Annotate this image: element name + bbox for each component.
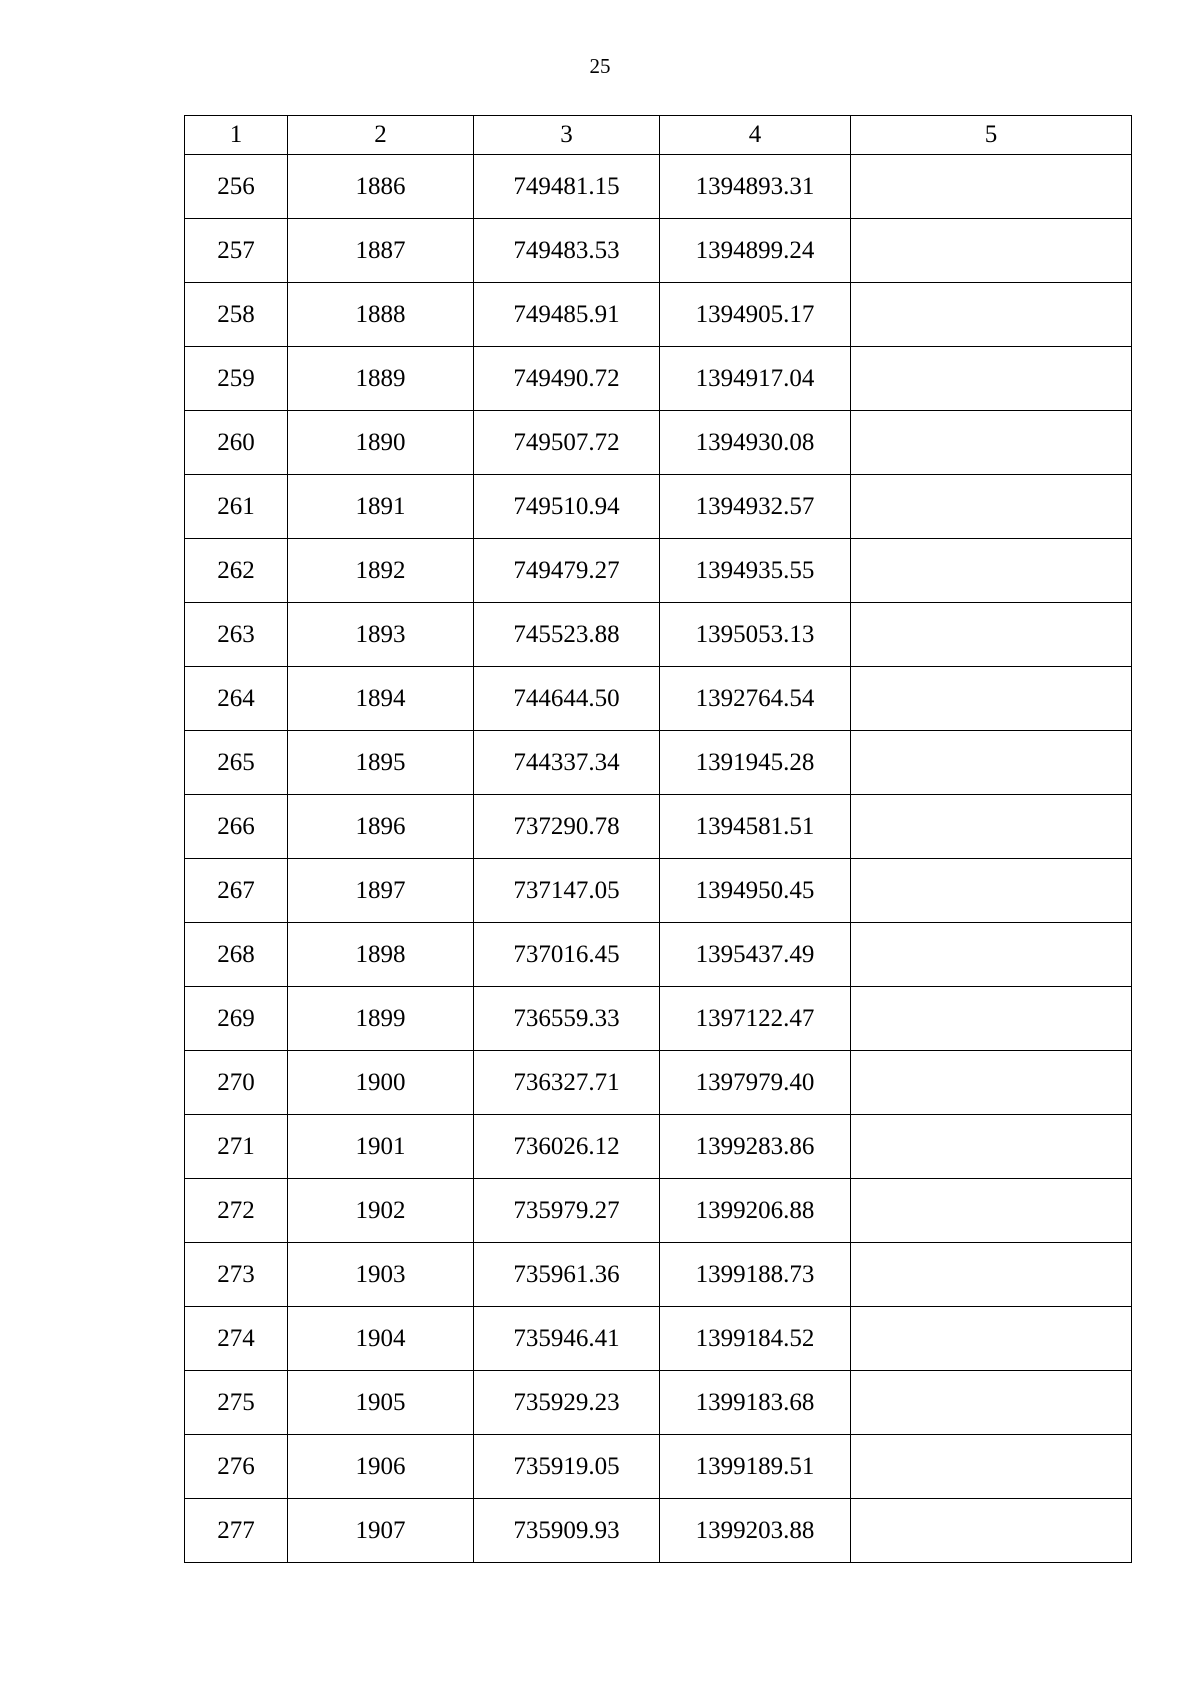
page-number: 25 — [589, 54, 611, 78]
table-row — [185, 987, 1132, 1051]
table-row — [185, 347, 1132, 411]
table-cell-col-3: 735946.41 — [474, 1307, 660, 1371]
table-header — [185, 116, 1132, 155]
table-row — [185, 603, 1132, 667]
table-cell-col-5 — [851, 155, 1132, 219]
table-cell-col-2: 1903 — [288, 1243, 474, 1307]
table-cell-col-3: 736026.12 — [474, 1115, 660, 1179]
table-cell-col-5 — [851, 1115, 1132, 1179]
table-cell-col-4: 1399188.73 — [660, 1243, 851, 1307]
table-cell-col-1: 257 — [185, 219, 288, 283]
table-cell-col-2: 1890 — [288, 411, 474, 475]
table-cell-col-1: 259 — [185, 347, 288, 411]
table-row — [185, 1179, 1132, 1243]
table-cell-col-3: 735909.93 — [474, 1499, 660, 1563]
table-cell-col-4: 1394905.17 — [660, 283, 851, 347]
table-cell-col-2: 1888 — [288, 283, 474, 347]
table-row — [185, 539, 1132, 603]
table-cell-col-1: 277 — [185, 1499, 288, 1563]
table-row — [185, 475, 1132, 539]
column-header-3: 3 — [474, 116, 660, 155]
table-cell-col-4: 1399189.51 — [660, 1435, 851, 1499]
column-header-1: 1 — [185, 116, 288, 155]
table-cell-col-1: 276 — [185, 1435, 288, 1499]
table-cell-col-1: 272 — [185, 1179, 288, 1243]
table-cell-col-1: 264 — [185, 667, 288, 731]
table-cell-col-3: 735919.05 — [474, 1435, 660, 1499]
table-cell-col-1: 273 — [185, 1243, 288, 1307]
table-row — [185, 1435, 1132, 1499]
table-cell-col-4: 1399184.52 — [660, 1307, 851, 1371]
table-cell-col-2: 1893 — [288, 603, 474, 667]
table-cell-col-2: 1902 — [288, 1179, 474, 1243]
table-cell-col-5 — [851, 219, 1132, 283]
table-cell-col-4: 1394899.24 — [660, 219, 851, 283]
table-cell-col-5 — [851, 1243, 1132, 1307]
table-cell-col-5 — [851, 987, 1132, 1051]
table-cell-col-5 — [851, 1307, 1132, 1371]
table-cell-col-3: 744644.50 — [474, 667, 660, 731]
table-cell-col-3: 749481.15 — [474, 155, 660, 219]
table-cell-col-2: 1886 — [288, 155, 474, 219]
table-cell-col-3: 737147.05 — [474, 859, 660, 923]
table-cell-col-2: 1900 — [288, 1051, 474, 1115]
table-cell-col-2: 1887 — [288, 219, 474, 283]
table-cell-col-4: 1397122.47 — [660, 987, 851, 1051]
table-cell-col-5 — [851, 923, 1132, 987]
table-cell-col-5 — [851, 1371, 1132, 1435]
table-cell-col-5 — [851, 859, 1132, 923]
table-row — [185, 795, 1132, 859]
table-cell-col-1: 265 — [185, 731, 288, 795]
table-cell-col-2: 1901 — [288, 1115, 474, 1179]
table-row — [185, 923, 1132, 987]
table-cell-col-4: 1395437.49 — [660, 923, 851, 987]
table-cell-col-3: 744337.34 — [474, 731, 660, 795]
table-cell-col-1: 262 — [185, 539, 288, 603]
table-cell-col-1: 263 — [185, 603, 288, 667]
table-cell-col-1: 258 — [185, 283, 288, 347]
table-row — [185, 411, 1132, 475]
table-cell-col-4: 1391945.28 — [660, 731, 851, 795]
table-cell-col-4: 1394935.55 — [660, 539, 851, 603]
table-cell-col-1: 268 — [185, 923, 288, 987]
table-row — [185, 859, 1132, 923]
table-cell-col-1: 275 — [185, 1371, 288, 1435]
table-row — [185, 1307, 1132, 1371]
table-cell-col-5 — [851, 411, 1132, 475]
table-header-row — [185, 116, 1132, 155]
table-cell-col-2: 1898 — [288, 923, 474, 987]
table-cell-col-2: 1899 — [288, 987, 474, 1051]
table-cell-col-3: 749483.53 — [474, 219, 660, 283]
table-cell-col-1: 261 — [185, 475, 288, 539]
table-cell-col-2: 1906 — [288, 1435, 474, 1499]
table-cell-col-4: 1397979.40 — [660, 1051, 851, 1115]
table-cell-col-5 — [851, 283, 1132, 347]
table-cell-col-1: 274 — [185, 1307, 288, 1371]
table-cell-col-3: 737290.78 — [474, 795, 660, 859]
table-cell-col-3: 736327.71 — [474, 1051, 660, 1115]
table-cell-col-2: 1897 — [288, 859, 474, 923]
table-cell-col-5 — [851, 603, 1132, 667]
table-row — [185, 1051, 1132, 1115]
table-cell-col-3: 749479.27 — [474, 539, 660, 603]
table-cell-col-5 — [851, 731, 1132, 795]
table-cell-col-4: 1394950.45 — [660, 859, 851, 923]
table-body — [185, 155, 1132, 1563]
table-row — [185, 1243, 1132, 1307]
table-cell-col-3: 735979.27 — [474, 1179, 660, 1243]
table-row — [185, 1499, 1132, 1563]
table-cell-col-1: 260 — [185, 411, 288, 475]
table-cell-col-3: 745523.88 — [474, 603, 660, 667]
table-cell-col-4: 1394932.57 — [660, 475, 851, 539]
table-cell-col-1: 270 — [185, 1051, 288, 1115]
table-cell-col-4: 1399183.68 — [660, 1371, 851, 1435]
table-cell-col-3: 749490.72 — [474, 347, 660, 411]
table-cell-col-4: 1392764.54 — [660, 667, 851, 731]
table-row — [185, 1371, 1132, 1435]
table-row — [185, 155, 1132, 219]
table-cell-col-1: 266 — [185, 795, 288, 859]
table-cell-col-1: 267 — [185, 859, 288, 923]
table-cell-col-4: 1394917.04 — [660, 347, 851, 411]
table-cell-col-1: 256 — [185, 155, 288, 219]
table-cell-col-5 — [851, 795, 1132, 859]
table-cell-col-5 — [851, 347, 1132, 411]
table-cell-col-2: 1892 — [288, 539, 474, 603]
coordinates-table — [184, 115, 1132, 1563]
table-cell-col-2: 1889 — [288, 347, 474, 411]
table-cell-col-2: 1895 — [288, 731, 474, 795]
table-row — [185, 731, 1132, 795]
table-row — [185, 1115, 1132, 1179]
table-cell-col-4: 1399206.88 — [660, 1179, 851, 1243]
table-cell-col-2: 1905 — [288, 1371, 474, 1435]
table-cell-col-4: 1394930.08 — [660, 411, 851, 475]
table-cell-col-3: 749485.91 — [474, 283, 660, 347]
table-row — [185, 667, 1132, 731]
table-cell-col-4: 1395053.13 — [660, 603, 851, 667]
column-header-2: 2 — [288, 116, 474, 155]
table-cell-col-2: 1894 — [288, 667, 474, 731]
table-cell-col-5 — [851, 539, 1132, 603]
table-cell-col-5 — [851, 1435, 1132, 1499]
column-header-5: 5 — [851, 116, 1132, 155]
table-cell-col-3: 737016.45 — [474, 923, 660, 987]
table-cell-col-1: 271 — [185, 1115, 288, 1179]
table-cell-col-5 — [851, 1051, 1132, 1115]
table-cell-col-4: 1394893.31 — [660, 155, 851, 219]
table-cell-col-5 — [851, 667, 1132, 731]
table-cell-col-5 — [851, 1179, 1132, 1243]
table-cell-col-3: 749507.72 — [474, 411, 660, 475]
table-cell-col-4: 1399283.86 — [660, 1115, 851, 1179]
table-cell-col-4: 1399203.88 — [660, 1499, 851, 1563]
table-cell-col-3: 749510.94 — [474, 475, 660, 539]
table-cell-col-2: 1907 — [288, 1499, 474, 1563]
table-cell-col-4: 1394581.51 — [660, 795, 851, 859]
table-cell-col-2: 1904 — [288, 1307, 474, 1371]
table-cell-col-2: 1891 — [288, 475, 474, 539]
table-cell-col-3: 736559.33 — [474, 987, 660, 1051]
table-cell-col-5 — [851, 475, 1132, 539]
column-header-4: 4 — [660, 116, 851, 155]
table-row — [185, 283, 1132, 347]
table-cell-col-2: 1896 — [288, 795, 474, 859]
table-cell-col-5 — [851, 1499, 1132, 1563]
table-row — [185, 219, 1132, 283]
table-cell-col-3: 735961.36 — [474, 1243, 660, 1307]
table-cell-col-1: 269 — [185, 987, 288, 1051]
table-cell-col-3: 735929.23 — [474, 1371, 660, 1435]
